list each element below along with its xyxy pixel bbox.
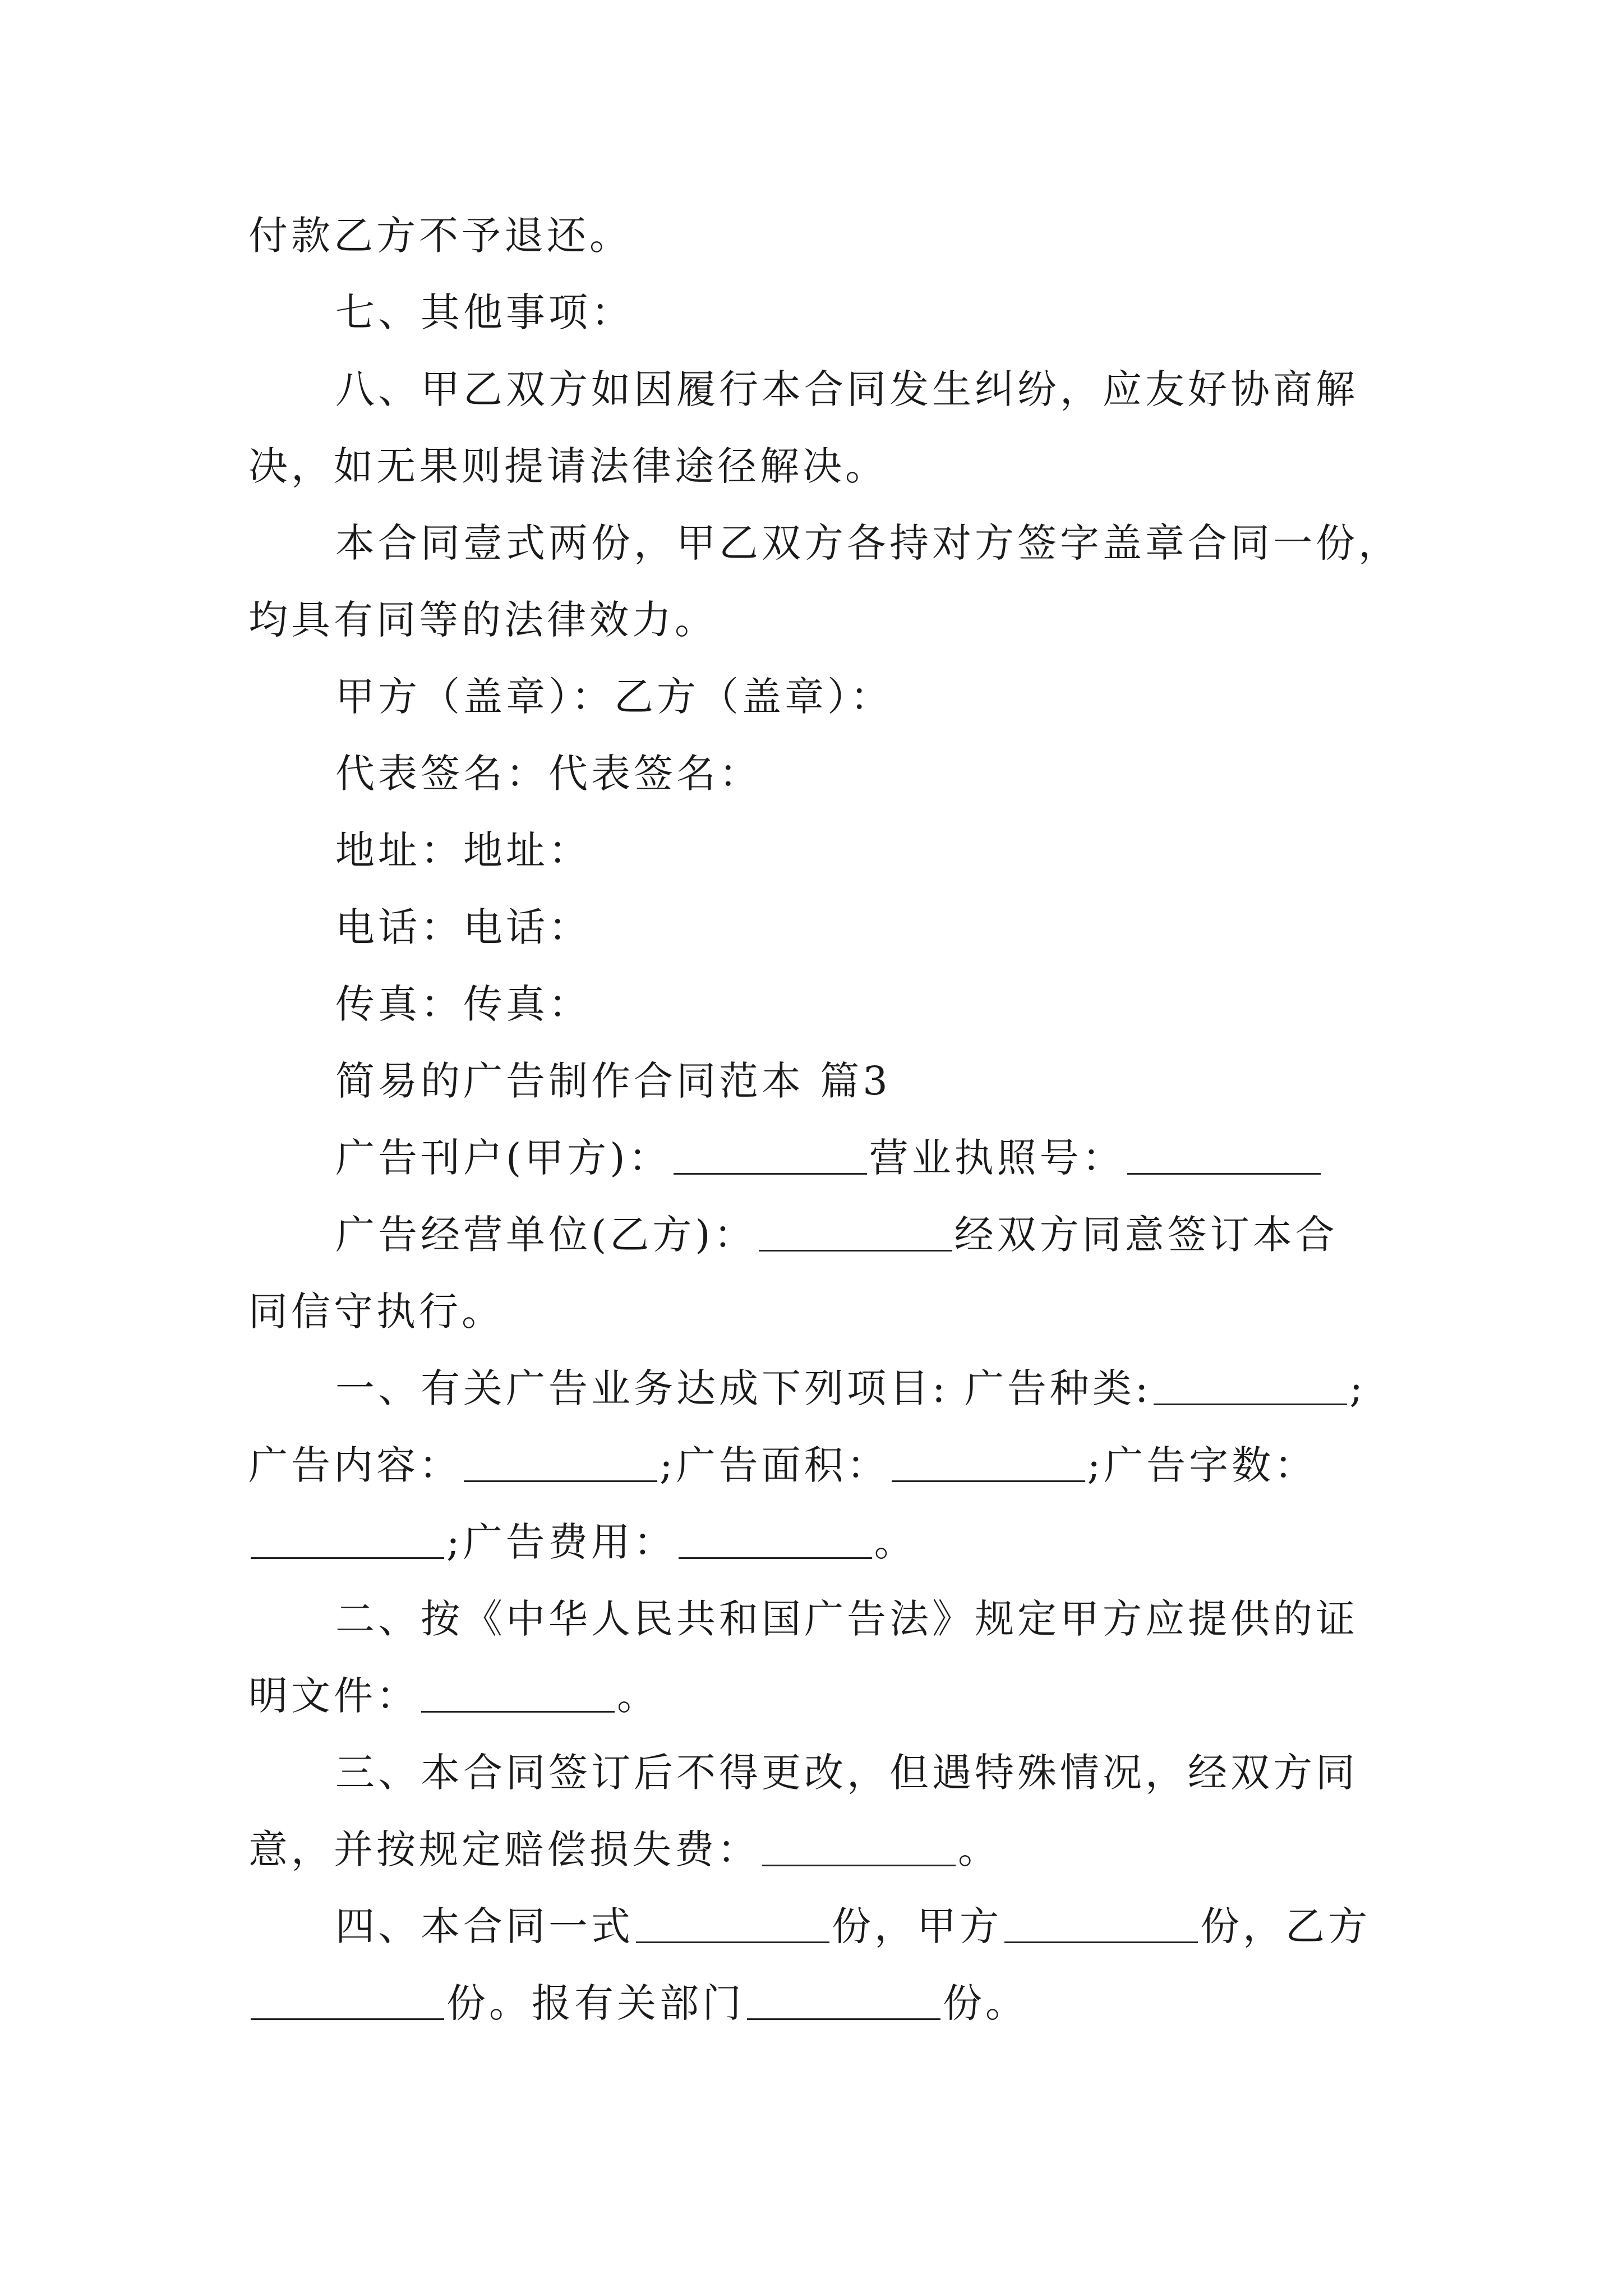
blank-field	[1004, 1902, 1198, 1943]
clause-4-copies-line	[248, 1965, 1387, 2042]
signature-line-representative: 代表签名：代表签名：	[335, 751, 762, 797]
blank-field	[892, 1441, 1085, 1482]
label-ad-fee: ;广告费用：	[446, 1519, 676, 1565]
clause-1-line	[248, 1350, 1387, 1427]
clause-2-docs-line	[248, 1658, 1387, 1734]
label-advertiser: 广告刊户(甲方)：	[335, 1135, 671, 1181]
clause-4-text: 四、本合同一式	[335, 1903, 634, 1949]
punctuation: 。	[958, 1826, 1000, 1872]
blank-field	[762, 1825, 956, 1866]
label-operator: 广告经营单位(乙方)：	[335, 1212, 757, 1258]
text-line: 经双方同意签订本合	[954, 1212, 1338, 1258]
section-title: 简易的广告制作合同范本 篇3	[335, 1058, 891, 1104]
label-ad-area: ;广告面积：	[660, 1442, 889, 1488]
text-line: 决，如无果则提请法律途径解决。	[248, 443, 888, 489]
text-line: 付款乙方不予退还。	[248, 213, 632, 259]
clause-4-line	[248, 1888, 1387, 1965]
advertiser-line	[248, 1120, 1387, 1197]
blank-field	[251, 1979, 444, 2020]
text-line: 八、甲乙双方如因履行本合同发生纠纷，应友好协商解	[335, 366, 1358, 412]
text-line: 本合同壹式两份，甲乙双方各持对方签字盖章合同一份，	[335, 520, 1401, 566]
blank-field	[421, 1672, 615, 1713]
blank-field	[1154, 1364, 1347, 1405]
label-ad-content: 广告内容：	[248, 1442, 462, 1488]
label-compensation: 意，并按规定赔偿损失费：	[248, 1826, 760, 1872]
clause-2-line: 二、按《中华人民共和国广告法》规定甲方应提供的证	[335, 1596, 1358, 1642]
clause-3-compensation-line	[248, 1811, 1387, 1888]
blank-field	[679, 1518, 872, 1559]
operator-line	[248, 1197, 1387, 1273]
punctuation: 。	[617, 1673, 660, 1719]
signature-line-fax: 传真：传真：	[335, 981, 591, 1027]
label-party-a-copies: 份，甲方	[832, 1903, 1002, 1949]
text-line: 同信守执行。	[248, 1289, 504, 1335]
punctuation: 份。	[943, 1980, 1028, 2026]
blank-field	[759, 1211, 952, 1251]
label-ad-wordcount: ;广告字数：	[1087, 1442, 1317, 1488]
clause-1-text: 一、有关广告业务达成下列项目: 广告种类:	[335, 1365, 1152, 1411]
blank-field	[636, 1902, 829, 1943]
label-party-b-copies: 份，乙方	[1200, 1903, 1371, 1949]
section-heading: 七、其他事项：	[335, 289, 634, 335]
punctuation: 。	[874, 1519, 917, 1565]
punctuation: ;	[1349, 1365, 1367, 1411]
blank-field	[1127, 1134, 1321, 1175]
blank-field	[674, 1134, 867, 1175]
clause-3-line: 三、本合同签订后不得更改，但遇特殊情况，经双方同	[335, 1750, 1358, 1796]
label-department-copies: 份。报有关部门	[446, 1980, 745, 2026]
signature-line-seal: 甲方（盖章）：乙方（盖章）：	[335, 674, 893, 720]
label-docs: 明文件：	[248, 1673, 419, 1719]
text-line: 均具有同等的法律效力。	[248, 597, 717, 643]
label-license: 营业执照号：	[869, 1135, 1125, 1181]
blank-field	[251, 1518, 444, 1559]
clause-1-fee-line	[248, 1504, 1387, 1581]
signature-line-address: 地址：地址：	[335, 827, 591, 873]
signature-line-phone: 电话：电话：	[335, 904, 591, 950]
clause-1-items-line	[248, 1427, 1387, 1504]
blank-field	[747, 1979, 940, 2020]
blank-field	[464, 1441, 657, 1482]
document-body	[248, 197, 1401, 2042]
